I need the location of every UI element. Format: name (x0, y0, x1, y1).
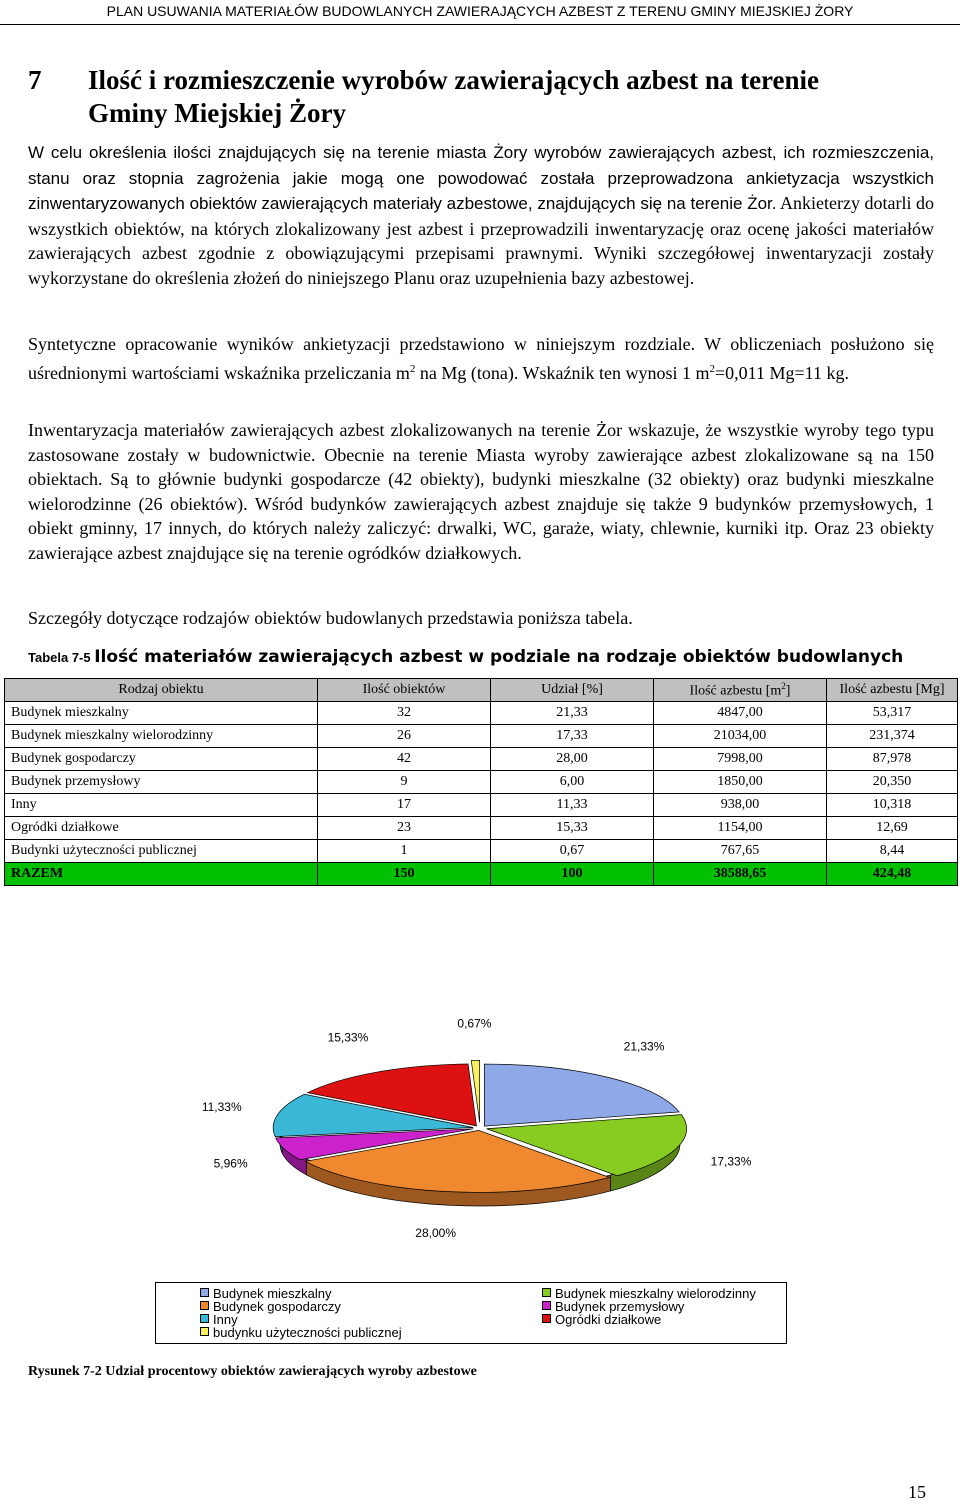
table-total-cell: 424,48 (827, 863, 958, 886)
legend-label: Budynek mieszkalny (213, 1286, 332, 1301)
table-row (5, 725, 958, 748)
table-cell: 767,65 (654, 840, 827, 863)
header-cell: Ilość obiektów (318, 679, 491, 702)
table-cell: 10,318 (827, 794, 958, 817)
legend-swatch (542, 1288, 551, 1297)
pie-chart (0, 1018, 960, 1280)
table-cell: 938,00 (654, 794, 827, 817)
table-cell: 20,350 (827, 771, 958, 794)
table-cell: 21034,00 (654, 725, 827, 748)
table-cell: 26 (318, 725, 491, 748)
legend-label: Budynek gospodarczy (213, 1299, 341, 1314)
table-cell: 87,978 (827, 748, 958, 771)
table-cell: Budynek gospodarczy (5, 748, 318, 771)
legend-swatch (200, 1301, 209, 1310)
legend-label: budynku użyteczności publicznej (213, 1325, 402, 1340)
legend-item (200, 1326, 402, 1340)
table-caption (28, 646, 903, 668)
table-cell: 17 (318, 794, 491, 817)
table-row (5, 702, 958, 725)
paragraph-indicator (28, 332, 934, 385)
paragraph-indicator-part3: =0,011 Mg=11 kg. (715, 362, 849, 383)
superscript: 2 (781, 680, 786, 691)
paragraph-intro (28, 140, 934, 290)
legend-item (542, 1313, 661, 1327)
table-cell: Inny (5, 794, 318, 817)
chart-legend (155, 1282, 787, 1344)
table-cell: 7998,00 (654, 748, 827, 771)
table-cell: 8,44 (827, 840, 958, 863)
pie-data-label: 11,33% (201, 1100, 242, 1115)
table-cell: 4847,00 (654, 702, 827, 725)
table-cell: Budynki użyteczności publicznej (5, 840, 318, 863)
table-row (5, 748, 958, 771)
table-row (5, 771, 958, 794)
table-header-row (5, 679, 958, 702)
legend-label: Budynek mieszkalny wielorodzinny (555, 1286, 756, 1301)
table-cell: 12,69 (827, 817, 958, 840)
header-cell (654, 679, 827, 702)
table-cell: 53,317 (827, 702, 958, 725)
superscript: 2 (709, 362, 715, 375)
table-cell: 23 (318, 817, 491, 840)
table-cell: 6,00 (491, 771, 654, 794)
table-cell: Budynek mieszkalny wielorodzinny (5, 725, 318, 748)
paragraph-inventory: Inwentaryzacja materiałów zawierających azbest zlokalizowanych na terenie Żor wskazuje, że wszystkie wyroby tego typu zastosowane zostały w budownictwie. Obecnie na terenie Miasta wyroby zawierające azbest zlokalizowane są na 150 obiektach. Są to głównie budynki gospodarcze (42 obiekty), budynki mieszkalne (32 obiekty) oraz budynki mieszkalne wielorodzinne (26 obiektów). Wśród budynków zawierających azbest znajduje się także 9 budynków przemysłowych, 1 obiekt gminny, 17 innych, do których należy zaliczyć: drwalki, WC, garaże, wiaty, chlewnie, kurniki itp. Oraz 23 obiekty zawierające azbest znajdujące się na terenie ogródków działkowych. (28, 420, 934, 563)
paragraph-indicator-part1: Syntetyczne opracowanie wyników ankietyzacji przedstawiono w niniejszym rozdziale. W obliczeniach posłużono się uśrednionymi wartościami wskaźnika przeliczania m (28, 334, 934, 383)
paragraph-intro-serif: Ankieterzy dotarli do wszystkich obiektów, na których zlokalizowany jest azbest i przeprowadzili inwentaryzację oraz ocenę jakości materiałów zawierających azbest zgodnie z obowiązującymi przepisami prawnymi. Wyniki szczegółowej inwentaryzacji zostały wykorzystane do określenia złożeń do niniejszego Planu oraz uzupełnienia bazy azbestowej. (28, 193, 934, 288)
section-title-line1: Ilość i rozmieszczenie wyrobów zawierających azbest na terenie (88, 65, 820, 95)
superscript: 2 (409, 362, 416, 375)
table-cell: 28,00 (491, 748, 654, 771)
table-row (5, 794, 958, 817)
table-total-cell: 38588,65 (654, 863, 827, 886)
table-cell: 15,33 (491, 817, 654, 840)
running-header: PLAN USUWANIA MATERIAŁÓW BUDOWLANYCH ZAWIERAJĄCYCH AZBEST Z TERENU GMINY MIEJSKIEJ ŻORY (0, 0, 960, 25)
table-cell: 1154,00 (654, 817, 827, 840)
section-heading (28, 64, 933, 130)
header-cell: Rodzaj obiektu (5, 679, 318, 702)
table-caption-label: Tabela 7-5 (28, 650, 95, 665)
legend-label: Budynek przemysłowy (555, 1299, 685, 1314)
legend-label: Ogródki działkowe (555, 1312, 662, 1327)
table-cell: Budynek mieszkalny (5, 702, 318, 725)
page-number: 15 (908, 1482, 926, 1502)
section-number: 7 (28, 65, 42, 95)
table-cell: 1 (318, 840, 491, 863)
table-cell: 17,33 (491, 725, 654, 748)
table-cell: 42 (318, 748, 491, 771)
legend-swatch (200, 1288, 209, 1297)
legend-swatch (542, 1314, 551, 1323)
legend-swatch (200, 1314, 209, 1323)
table-caption-title: Ilość materiałów zawierających azbest w podziale na rodzaje obiektów budowlanych (94, 647, 904, 667)
table-total-row (5, 863, 958, 886)
table-total-cell: RAZEM (5, 863, 318, 886)
table-cell: 21,33 (491, 702, 654, 725)
table-cell: Budynek przemysłowy (5, 771, 318, 794)
legend-label: Inny (213, 1312, 238, 1327)
pie-data-label: 28,00% (415, 1225, 457, 1240)
table-cell: 0,67 (491, 840, 654, 863)
table-cell: Ogródki działkowe (5, 817, 318, 840)
header-text: Ilość azbestu [m (689, 683, 782, 699)
table-cell: 32 (318, 702, 491, 725)
legend-swatch (542, 1301, 551, 1310)
section-title-line2: Gminy Miejskiej Żory (88, 98, 346, 128)
pie-data-label: 17,33% (710, 1154, 752, 1169)
table-row (5, 817, 958, 840)
pie-data-label: 15,33% (327, 1030, 369, 1045)
table-cell: 9 (318, 771, 491, 794)
table-cell: 231,374 (827, 725, 958, 748)
asbestos-table (4, 678, 958, 886)
table-total-cell: 100 (491, 863, 654, 886)
header-text: ] (785, 683, 791, 699)
paragraph-table-intro: Szczegóły dotyczące rodzajów obiektów budowlanych przedstawia poniższa tabela. (28, 608, 633, 628)
pie-data-label: 21,33% (623, 1039, 665, 1054)
paragraph-intro-sans: W celu określenia ilości znajdujących się na terenie miasta Żory wyrobów zawierających azbest, ich rozmieszczenia, stanu oraz stopnia zagrożenia jakie mogą one powodować została przeprowadzona ankietyzacja wszystkich zinwentaryzowanych obiektów zawierających materiały azbestowe, znajdujących się na terenie Żor. (28, 143, 934, 213)
paragraph-indicator-part2: na Mg (tona). Wskaźnik ten wynosi 1 m (415, 362, 710, 383)
table-cell: 1850,00 (654, 771, 827, 794)
figure-caption: Rysunek 7-2 Udział procentowy obiektów zawierających wyroby azbestowe (28, 1364, 477, 1379)
pie-data-label: 0,67% (457, 1018, 492, 1031)
table-cell: 11,33 (491, 794, 654, 817)
pie-data-label: 5,96% (213, 1156, 248, 1171)
header-cell: Udział [%] (491, 679, 654, 702)
table-row (5, 840, 958, 863)
legend-swatch (200, 1327, 209, 1336)
header-cell: Ilość azbestu [Mg] (827, 679, 958, 702)
table-total-cell: 150 (318, 863, 491, 886)
